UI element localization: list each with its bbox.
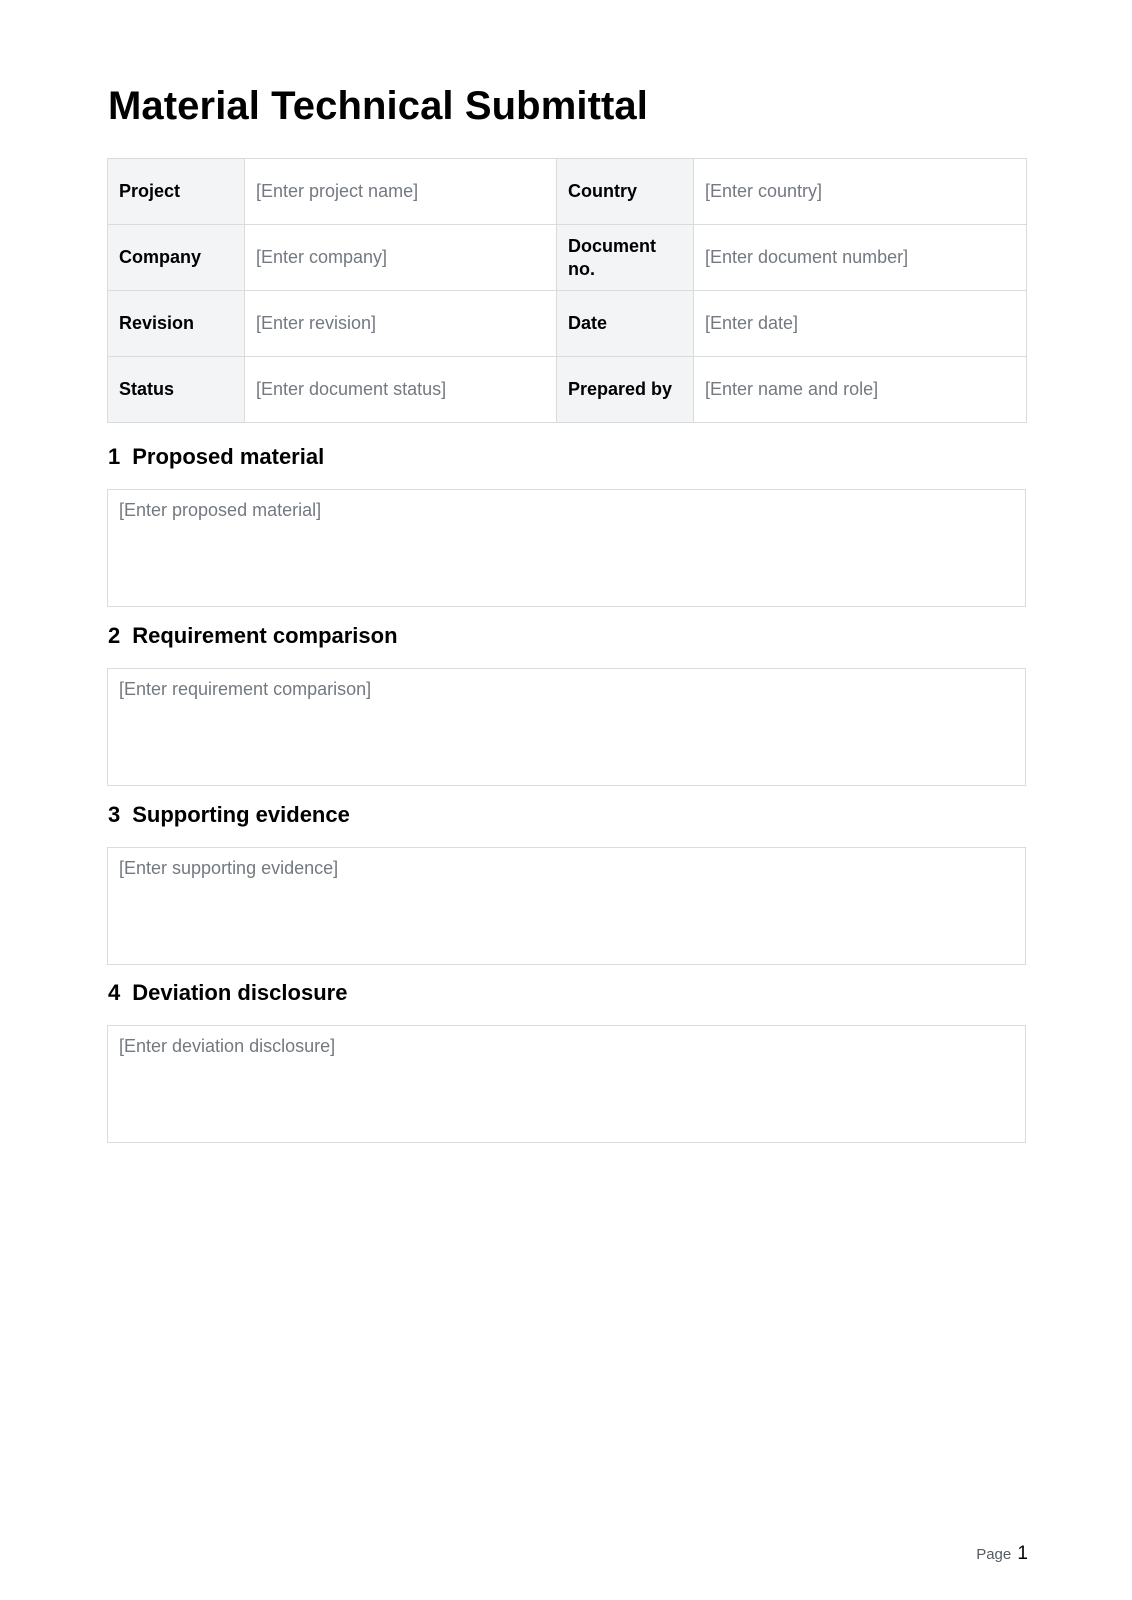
section-heading-deviation-disclosure [108, 980, 347, 1006]
deviation-disclosure-field[interactable]: [Enter deviation disclosure] [107, 1025, 1026, 1143]
project-field[interactable]: [Enter project name] [245, 159, 557, 225]
requirement-comparison-field[interactable]: [Enter requirement comparison] [107, 668, 1026, 786]
company-label: Company [108, 225, 245, 291]
section-heading-requirement-comparison [108, 623, 398, 649]
section-number: 1 [108, 444, 121, 469]
revision-field[interactable]: [Enter revision] [245, 291, 557, 357]
section-title: Deviation disclosure [132, 980, 348, 1005]
date-field[interactable]: [Enter date] [694, 291, 1027, 357]
section-heading-supporting-evidence [108, 802, 350, 828]
company-field[interactable]: [Enter company] [245, 225, 557, 291]
document-number-field[interactable]: [Enter document number] [694, 225, 1027, 291]
section-title: Supporting evidence [132, 802, 350, 827]
document-number-label: Document no. [557, 225, 694, 291]
supporting-evidence-field[interactable]: [Enter supporting evidence] [107, 847, 1026, 965]
prepared-by-label: Prepared by [557, 357, 694, 423]
country-label: Country [557, 159, 694, 225]
section-number: 4 [108, 980, 121, 1005]
info-row-project [108, 159, 1027, 225]
info-row-revision [108, 291, 1027, 357]
prepared-by-field[interactable]: [Enter name and role] [694, 357, 1027, 423]
info-row-status [108, 357, 1027, 423]
proposed-material-field[interactable]: [Enter proposed material] [107, 489, 1026, 607]
section-title: Requirement comparison [132, 623, 398, 648]
date-label: Date [557, 291, 694, 357]
document-title: Material Technical Submittal [108, 84, 648, 128]
info-row-company [108, 225, 1027, 291]
section-heading-proposed-material [108, 444, 324, 470]
section-title: Proposed material [132, 444, 325, 469]
revision-label: Revision [108, 291, 245, 357]
page-number: 1 [1017, 1543, 1028, 1564]
page-label: Page [976, 1546, 1012, 1563]
section-number: 3 [108, 802, 121, 827]
status-field[interactable]: [Enter document status] [245, 357, 557, 423]
status-label: Status [108, 357, 245, 423]
section-number: 2 [108, 623, 121, 648]
document-info-table [107, 158, 1027, 423]
country-field[interactable]: [Enter country] [694, 159, 1027, 225]
page-footer [976, 1543, 1028, 1565]
project-label: Project [108, 159, 245, 225]
